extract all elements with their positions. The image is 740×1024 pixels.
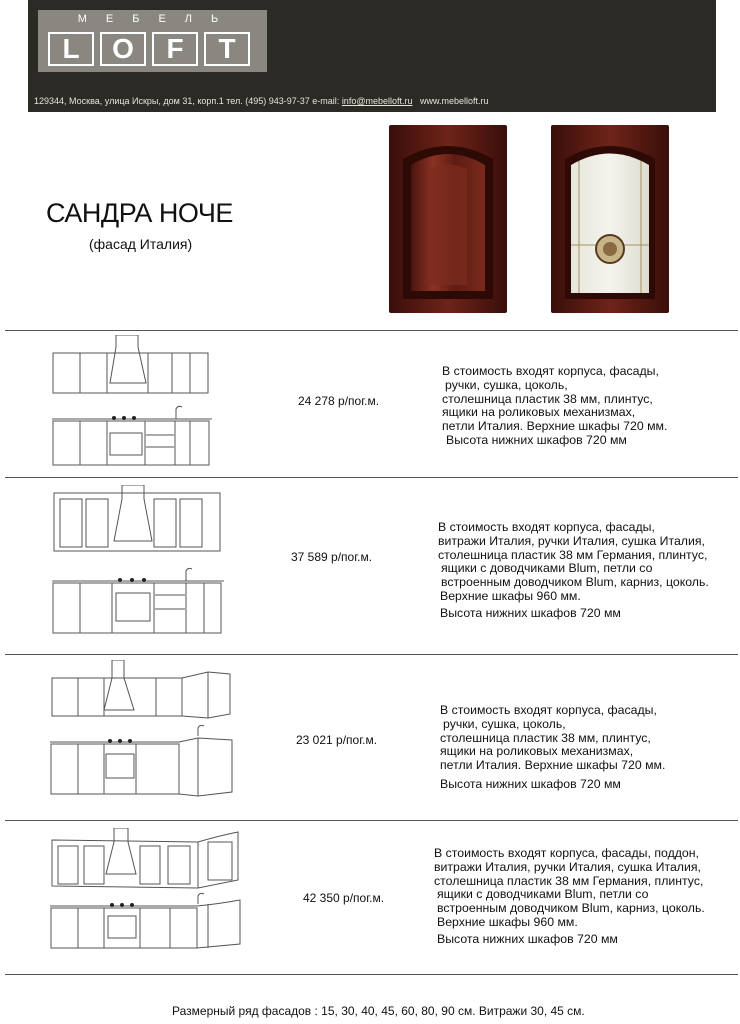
kitchen-description [440,704,665,792]
divider [5,477,738,478]
description-line: В стоимость входят корпуса, фасады, [442,364,659,378]
description-line: ручки, сушка, цоколь, [445,377,568,392]
logo-letter: F [152,32,198,66]
address-text: 129344, Москва, улица Искры, дом 31, корп.1 тел. (495) 943-97-37 e-mail: [34,96,342,106]
description-line: ящики с доводчиками Blum, петли со [437,887,649,902]
email-link[interactable]: info@mebelloft.ru [341,96,413,106]
description-line: ящики с доводчиками Blum, петли со [441,561,653,576]
price-label: 37 589 р/пог.м. [291,550,373,564]
description-line: столешница пластик 38 мм Германия, плинтус, [438,547,708,562]
kitchen-sketch-corner [48,660,234,800]
product-title: САНДРА НОЧЕ [46,198,233,228]
description-line: Высота нижних шкафов 720 мм [440,776,621,791]
description-line: Высота нижних шкафов 720 мм [437,931,618,946]
description-line: ручки, сушка, цоколь, [443,716,566,731]
divider [5,974,738,975]
description-line: В стоимость входят корпуса, фасады, [438,520,655,534]
description-line: витражи Италия, ручки Италия, сушка Италия, [434,859,701,874]
description-line: витражи Италия, ручки Италия, сушка Италия, [438,533,705,548]
logo-letters [48,32,250,66]
description-line: столешница пластик 38 мм, плинтус, [442,391,653,406]
description-line: Высота нижних шкафов 720 мм [440,605,621,620]
logo-letter: O [100,32,146,66]
glass-door-image [551,125,669,313]
website-link[interactable]: www.mebelloft.ru [420,96,489,106]
description-line: петли Италия. Верхние шкафы 720 мм. [440,758,666,773]
logo-letter: T [204,32,250,66]
contact-line [34,96,489,106]
price-label: 23 021 р/пог.м. [296,733,378,747]
kitchen-sketch-corner-glass [48,828,242,956]
kitchen-description [442,365,667,448]
solid-door-image [389,125,507,313]
price-label: 42 350 р/пог.м. [303,891,385,905]
price-label: 24 278 р/пог.м. [298,394,380,408]
kitchen-description [438,521,709,621]
description-line: В стоимость входят корпуса, фасады, поддон, [434,846,699,860]
product-subtitle: (фасад Италия) [89,236,193,252]
description-line: встроенным доводчиком Blum, карниз, цоколь. [437,901,705,916]
logo-subtitle: МЕБЕЛЬ [77,13,238,25]
description-line: петли Италия. Верхние шкафы 720 мм. [442,419,668,434]
kitchen-description [434,847,705,947]
description-line: ящики на роликовых механизмах, [440,744,634,759]
kitchen-sketch-straight-glass [50,485,226,640]
loft-logo [38,10,267,72]
description-line: Верхние шкафы 960 мм. [437,914,578,929]
divider [5,654,738,655]
description-line: В стоимость входят корпуса, фасады, [440,703,657,717]
description-line: встроенным доводчиком Blum, карниз, цоколь. [441,575,709,590]
facade-sizes-note: Размерный ряд фасадов : 15, 30, 40, 45, 60, 80, 90 см. Витражи 30, 45 см. [172,1004,585,1018]
description-line: столешница пластик 38 мм, плинтус, [440,730,651,745]
description-line: столешница пластик 38 мм Германия, плинтус, [434,873,704,888]
description-line: Верхние шкафы 960 мм. [440,588,581,603]
description-line: ящики на роликовых механизмах, [442,405,636,420]
header-banner [28,0,716,112]
description-line: Высота нижних шкафов 720 мм [446,432,627,447]
logo-letter: L [48,32,94,66]
divider [5,820,738,821]
divider [5,330,738,331]
kitchen-sketch-straight [50,335,214,470]
